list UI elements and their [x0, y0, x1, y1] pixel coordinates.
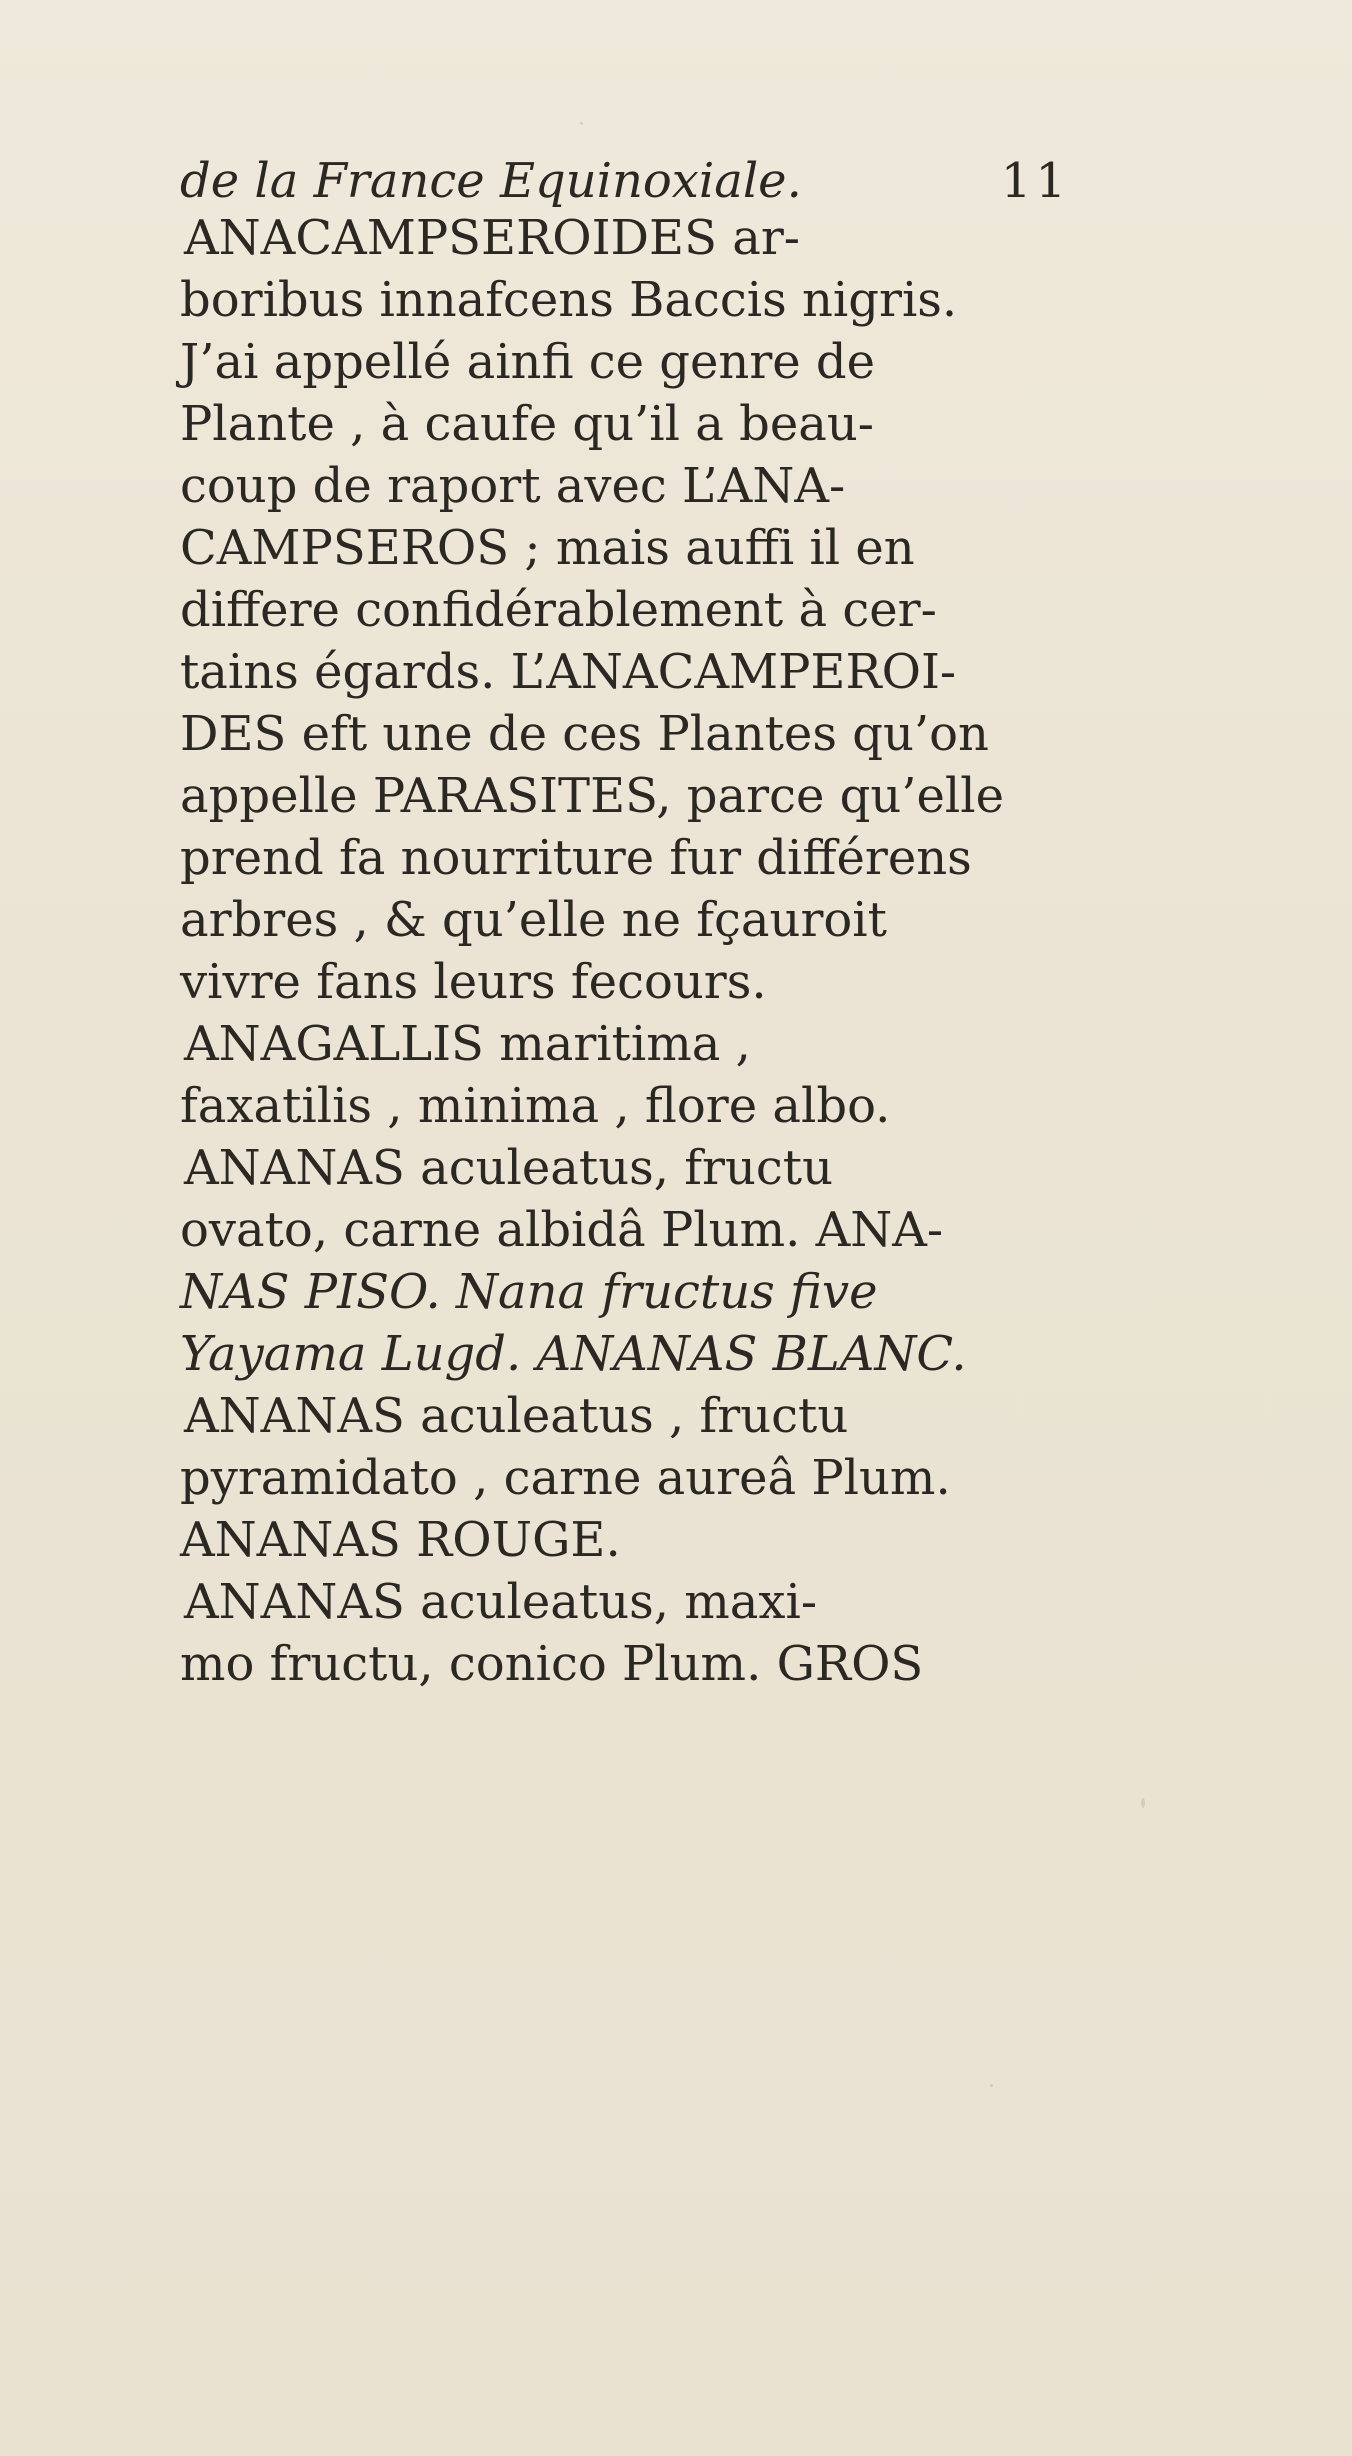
- text-line: appelle PARASITES, parce qu’elle: [180, 768, 1005, 824]
- text-line: arbres , & qu’elle ne fçauroit: [180, 892, 887, 948]
- text-line: ANANAS aculeatus , fructu: [184, 1388, 849, 1444]
- page-header: [180, 150, 1070, 212]
- text-line: pyramidato , carne aureâ Plum.: [180, 1450, 951, 1506]
- text-line: boribus innafcens Baccis nigris.: [180, 272, 958, 328]
- text-line: CAMPSEROS ; mais auffi il en: [180, 520, 915, 576]
- text-line: tains égards. L’ANACAMPEROI-: [180, 644, 957, 700]
- text-line: NAS PISO. Nana fructus five: [180, 1264, 878, 1320]
- running-title: de la France Equinoxiale.: [180, 153, 802, 209]
- text-line: Plante , à caufe qu’il a beau-: [180, 396, 874, 452]
- text-line: coup de raport avec L’ANA-: [180, 458, 846, 514]
- text-line: vivre fans leurs fecours.: [180, 954, 767, 1010]
- text-line: DES eft une de ces Plantes qu’on: [180, 706, 989, 762]
- text-line: ANAGALLIS maritima ,: [184, 1016, 751, 1072]
- text-line: prend fa nourriture fur différens: [180, 830, 972, 886]
- text-line: ANANAS ROUGE.: [180, 1512, 621, 1568]
- text-line: J’ai appellé ainfi ce genre de: [180, 334, 876, 390]
- text-line: mo fructu, conico Plum. GROS: [180, 1636, 924, 1692]
- text-line: faxatilis , minima , flore albo.: [180, 1078, 891, 1134]
- text-line: ovato, carne albidâ Plum. ANA-: [180, 1202, 944, 1258]
- text-line: differe confidérablement à cer-: [180, 582, 937, 638]
- text-line: ANANAS aculeatus, maxi-: [184, 1574, 818, 1630]
- paper-speck: [990, 2084, 993, 2087]
- body-text: [180, 207, 1070, 1695]
- text-line: ANACAMPSEROIDES ar-: [184, 210, 800, 266]
- text-line: Yayama Lugd. ANANAS BLANC.: [180, 1326, 967, 1382]
- text-line: ANANAS aculeatus, fructu: [184, 1140, 833, 1196]
- paper-speck: [580, 122, 583, 125]
- page-number: 11: [1000, 153, 1070, 209]
- paper-speck: [1141, 1798, 1145, 1808]
